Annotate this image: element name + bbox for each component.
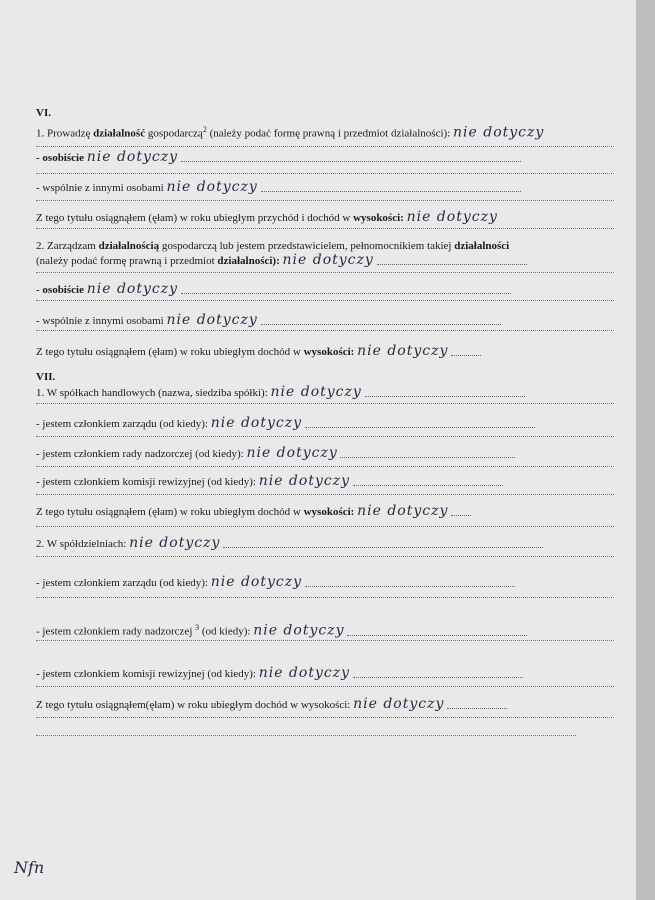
vii-item1-answer: nie dotyczy [270,384,362,400]
dotted-line [36,494,614,495]
vi-item2-income: Z tego tytułu osiągnąłem (ęłam) w roku ubiegłym dochód w wysokości: nie dotyczy [36,344,614,359]
vii-item1-line: 1. W spółkach handlowych (nazwa, siedziba spółki): nie dotyczy [36,385,614,400]
vi-item1-line: 1. Prowadzę działalność gospodarczą$^2$ (należy podać formę prawną i przedmiot działalności): nie dotyczy [36,124,545,141]
vii-item1-supervisory-answer: nie dotyczy [246,445,338,461]
dotted-line [36,466,614,467]
vi-item2-personal-answer: nie dotyczy [86,281,179,297]
dotted-line [36,640,614,641]
vi-item2-answer: nie dotyczy [282,252,374,268]
dotted-line [36,272,614,273]
vii-item2-income: Z tego tytułu osiągnąłem(ęłam) w roku ubiegłym dochód w wysokości: nie dotyczy [36,697,614,712]
dotted-line [36,686,614,687]
vii-item2-answer: nie dotyczy [129,535,221,551]
vii-item1-audit-answer: nie dotyczy [258,473,350,489]
dotted-line [36,526,614,527]
vii-item2-audit-answer: nie dotyczy [258,665,350,681]
vii-item2-board-answer: nie dotyczy [210,574,302,590]
dotted-line [36,300,614,301]
vi-item1-joint-answer: nie dotyczy [166,179,258,195]
dotted-line [36,146,614,147]
vii-item1-supervisory: - jestem członkiem rady nadzorczej (od kiedy): nie dotyczy [36,446,614,461]
vi-item2-joint-answer: nie dotyczy [166,312,258,328]
vii-item1-income-answer: nie dotyczy [357,503,449,519]
vi-item2-joint: - wspólnie z innymi osobami nie dotyczy [36,313,614,328]
dotted-line [36,330,614,331]
vi-item1-income: Z tego tytułu osiągnąłem (ęłam) w roku ubiegłym przychód i dochód w wysokości: nie dotyczy [36,209,498,225]
dotted-line [36,228,614,229]
vi-item1-personal: - osobiście nie dotyczy [36,150,614,165]
scan-edge [636,0,655,900]
dotted-line [36,436,614,437]
vii-item1-audit: - jestem członkiem komisji rewizyjnej (od kiedy): nie dotyczy [36,474,614,489]
vii-item2-supervisory-answer: nie dotyczy [253,622,345,639]
vii-item2-line: 2. W spółdzielniach: nie dotyczy [36,536,614,551]
dotted-line [36,200,614,201]
vi-item2-line1: 2. Zarządzam działalnością gospodarczą lub jestem przedstawicielem, pełnomocnikiem takiej działalności [36,240,510,252]
vi-item2-personal: - osobiście nie dotyczy [36,282,614,297]
vi-item2-income-answer: nie dotyczy [357,343,449,359]
dotted-line [36,717,614,718]
vii-item1-board: - jestem członkiem zarządu (od kiedy): nie dotyczy [36,416,614,431]
dotted-line [36,735,576,736]
vi-item1-income-answer: nie dotyczy [406,209,498,225]
vii-item2-supervisory: - jestem członkiem rady nadzorczej $^3$ (od kiedy): nie dotyczy [36,621,614,639]
dotted-line [36,556,614,557]
dotted-line [36,403,614,404]
vii-item1-board-answer: nie dotyczy [210,415,302,431]
vi-item1-joint: - wspólnie z innymi osobami nie dotyczy [36,180,614,195]
vii-item2-audit: - jestem członkiem komisji rewizyjnej (od kiedy): nie dotyczy [36,666,614,681]
vii-item2-board: - jestem członkiem zarządu (od kiedy): nie dotyczy [36,575,614,590]
vii-item2-income-answer: nie dotyczy [353,696,445,712]
vi-item1-answer: nie dotyczy [453,124,545,141]
dotted-line [36,597,614,598]
section-heading-vii: VII. [36,371,56,383]
vii-item1-income: Z tego tytułu osiągnąłem (ęłam) w roku ubiegłym dochód w wysokości: nie dotyczy [36,504,614,519]
handwritten-initials: Nfn [14,858,45,877]
vi-item1-personal-answer: nie dotyczy [86,149,179,165]
vi-item2-line2: (należy podać formę prawną i przedmiot działalności): nie dotyczy [36,253,614,268]
section-heading-vi: VI. [36,107,51,119]
dotted-line [36,173,614,174]
